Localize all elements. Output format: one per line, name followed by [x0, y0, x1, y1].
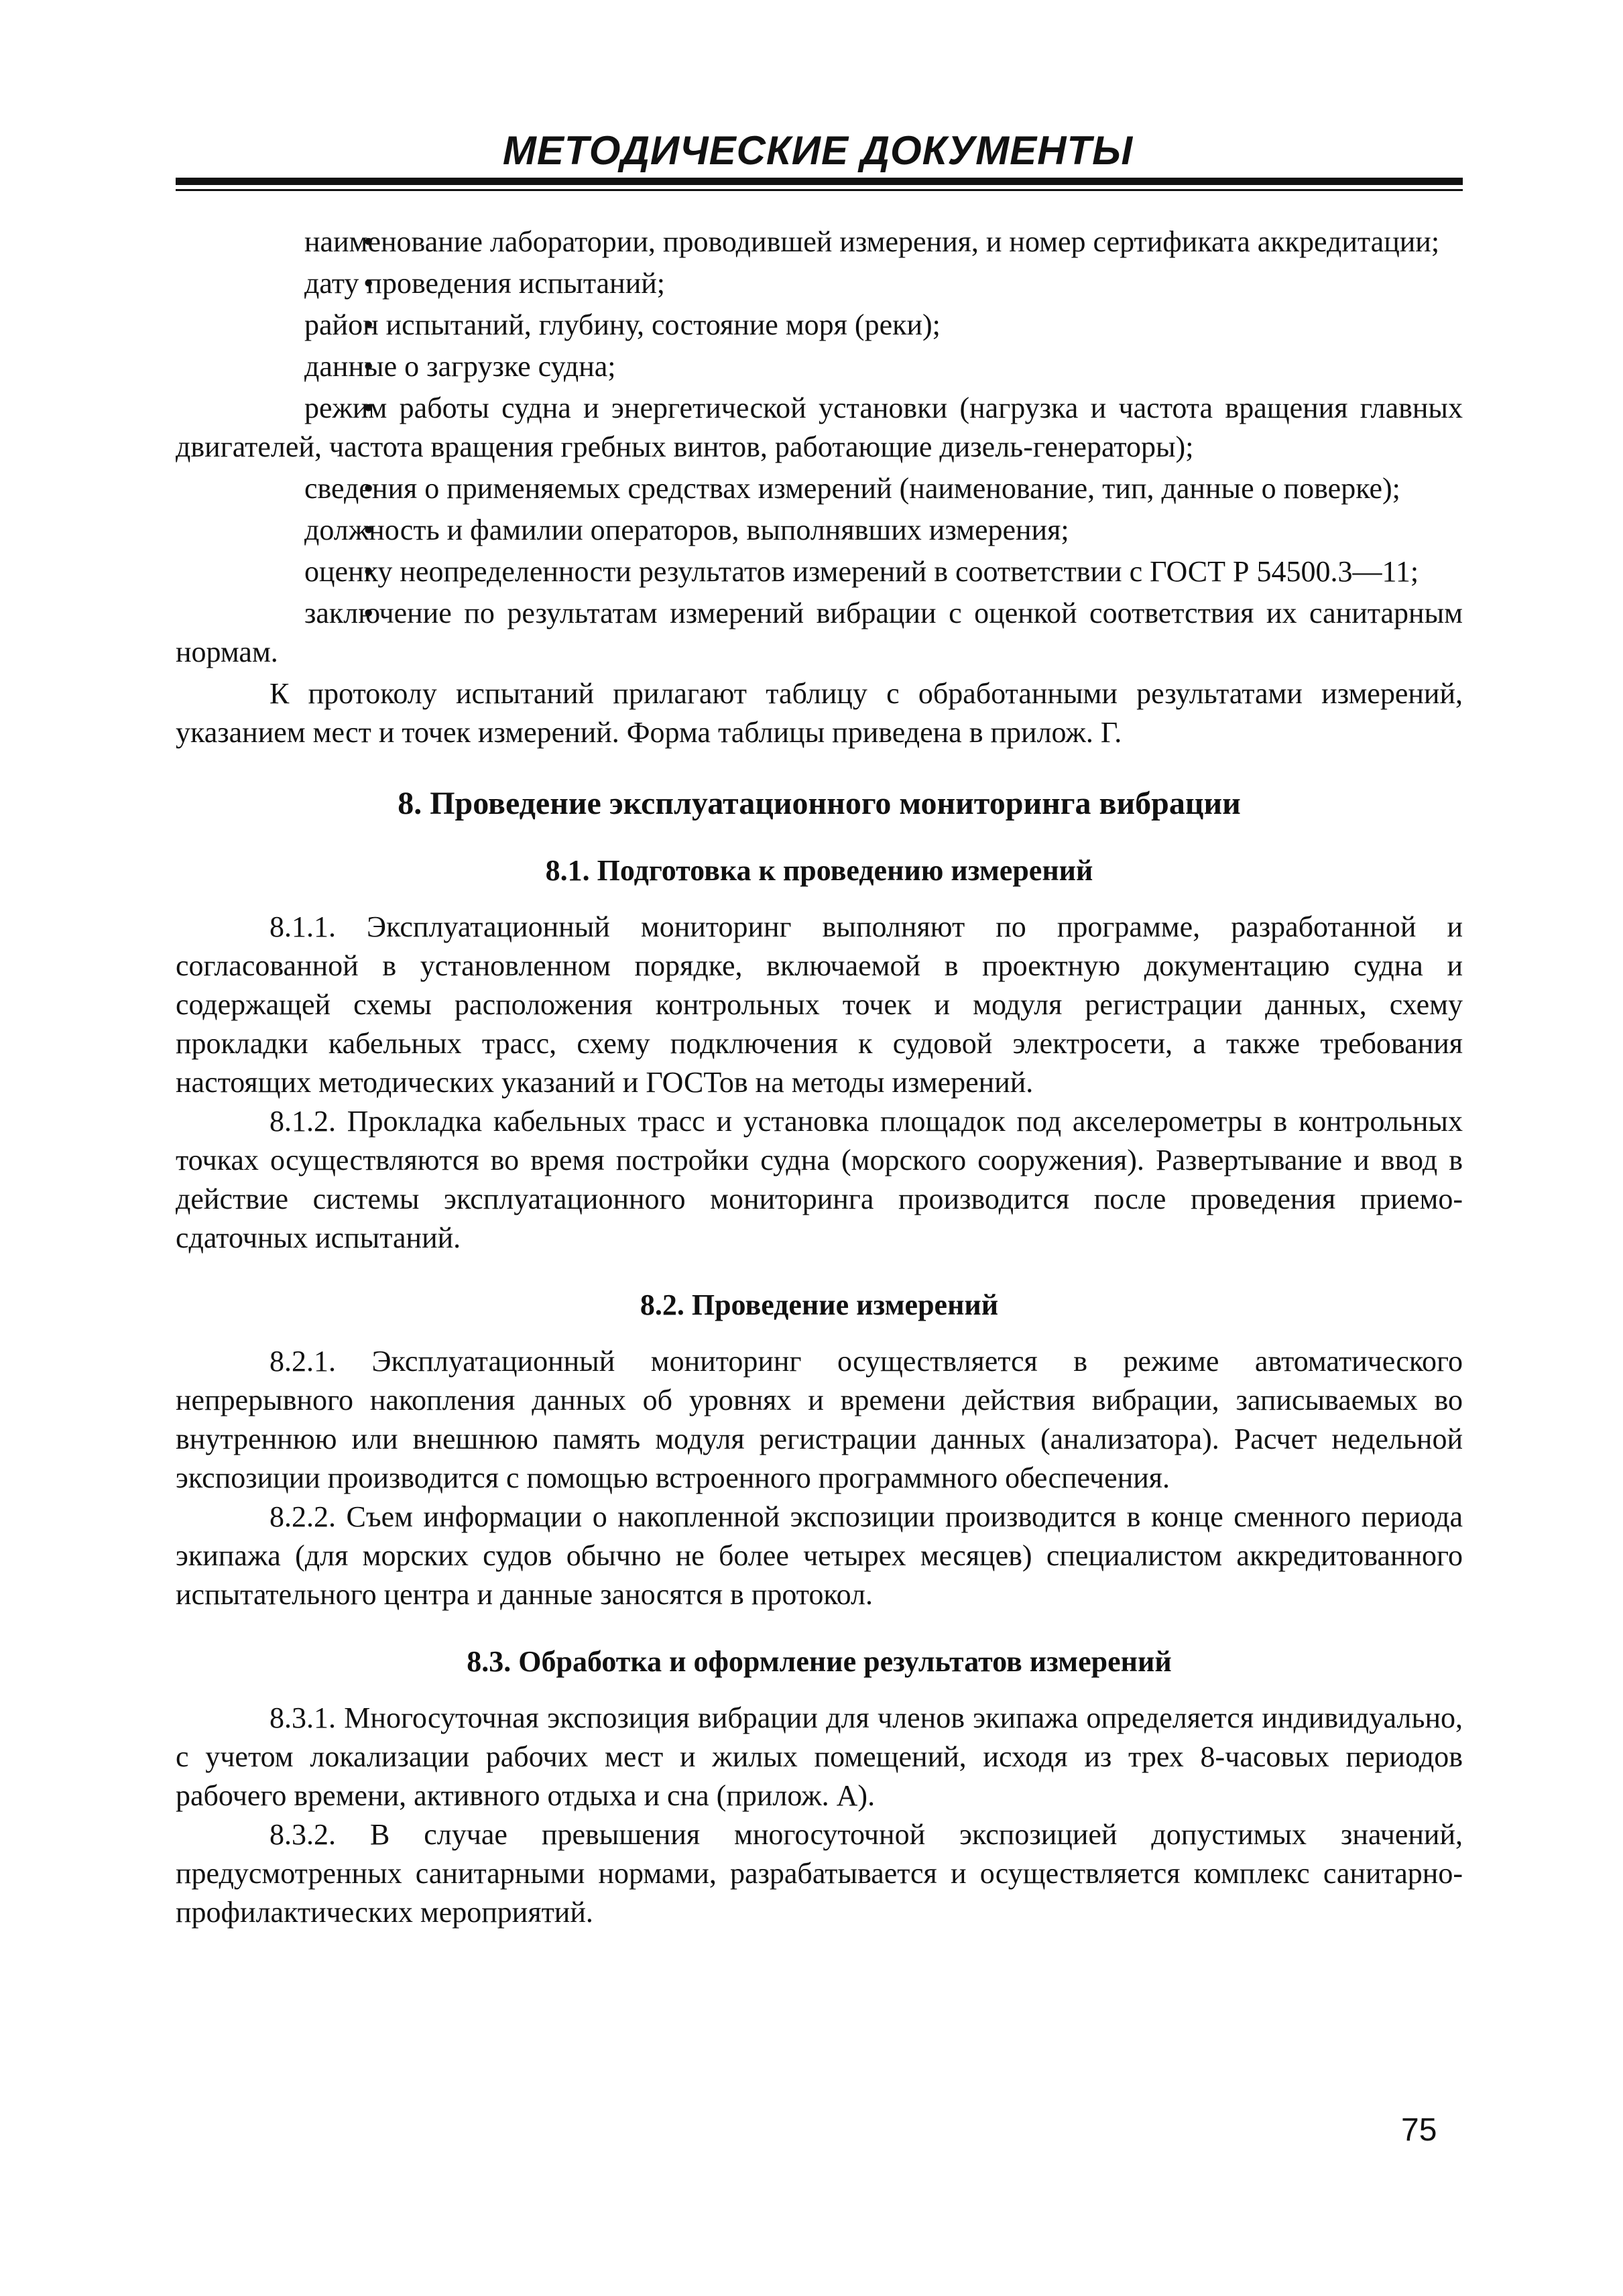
- paragraph-8-1-2: 8.1.2. Прокладка кабельных трасс и установка площадок под акселерометры в контрольных точках осуществляются во время постройки судна (морского сооружения). Развертывание и ввод в действие системы эксплуатационного мониторинга производится после проведения приемо-сдаточных испытаний.: [176, 1105, 1463, 1254]
- paragraph-8-1-1: 8.1.1. Эксплуатационный мониторинг выполняют по программе, разработанной и согласованной в установленном порядке, включаемой в проектную документацию судна и содержащей схемы расположения контрольных точек и модуля регистрации данных, схему прокладки кабельных трасс, схему подключения к судовой электросети, а также требования настоящих методических указаний и ГОСТов на методы измерений.: [176, 910, 1463, 1099]
- paragraph-8-2-1: 8.2.1. Эксплуатационный мониторинг осуществляется в режиме автоматического непрерывного накопления данных об уровнях и времени действия вибрации, записываемых во внутреннюю или внешнюю память модуля регистрации данных (анализатора). Расчет недельной экспозиции производится с помощью встроенного программного обеспечения.: [176, 1345, 1463, 1494]
- bullet-item: •должность и фамилии операторов, выполнявших измерения;: [176, 511, 1463, 550]
- section-8-3-heading: 8.3. Обработка и оформление результатов измерений: [467, 1645, 1172, 1678]
- bullet-item: •район испытаний, глубину, состояние моря (реки);: [176, 306, 1463, 345]
- bullet-icon: [269, 264, 304, 303]
- bullet-item: •заключение по результатам измерений вибрации с оценкой соответствия их санитарным нормам.: [176, 594, 1463, 672]
- bullet-icon: [269, 552, 304, 591]
- bullet-item: •данные о загрузке судна;: [176, 347, 1463, 386]
- bullet-icon: [269, 306, 304, 345]
- paragraph-8-2-2: 8.2.2. Съем информации о накопленной экспозиции производится в конце сменного периода экипажа (для морских судов обычно не более четырех месяцев) специалистом аккредитованного испытательного центра и данные заносятся в протокол.: [176, 1500, 1463, 1611]
- bullet-icon: [269, 347, 304, 386]
- page-body: [176, 223, 1463, 1932]
- bullet-item: •сведения о применяемых средствах измерений (наименование, тип, данные о поверке);: [176, 469, 1463, 508]
- bullet-icon: [269, 223, 304, 261]
- header-rule-thick: [176, 178, 1463, 185]
- page-number: 75: [1401, 2112, 1437, 2148]
- paragraph-8-3-2: 8.3.2. В случае превышения многосуточной экспозицией допустимых значений, предусмотренных санитарными нормами, разрабатывается и осуществляется комплекс санитарно-профилактических мероприятий.: [176, 1818, 1463, 1929]
- header-rule-thin: [176, 189, 1463, 191]
- paragraph-8-3-1: 8.3.1. Многосуточная экспозиция вибрации для членов экипажа определяется индивидуально, с учетом локализации рабочих мест и жилых помещений, исходя из трех 8-часовых периодов рабочего времени, активного отдыха и сна (прилож. А).: [176, 1701, 1463, 1812]
- intro-paragraph: К протоколу испытаний прилагают таблицу с обработанными результатами измерений, указанием мест и точек измерений. Форма таблицы приведена в прилож. Г.: [176, 677, 1463, 749]
- bullet-icon: [269, 594, 304, 633]
- bullet-item: •дату проведения испытаний;: [176, 264, 1463, 303]
- bullet-icon: [269, 389, 304, 428]
- section-8-1-heading: 8.1. Подготовка к проведению измерений: [545, 854, 1093, 887]
- section-8-2-heading: 8.2. Проведение измерений: [640, 1288, 999, 1321]
- bullet-item: •наименование лаборатории, проводившей измерения, и номер сертификата аккредитации;: [176, 223, 1463, 261]
- bullet-icon: [269, 511, 304, 550]
- bullet-item: •оценку неопределенности результатов измерений в соответствии с ГОСТ Р 54500.3—11;: [176, 552, 1463, 591]
- bullet-item: •режим работы судна и энергетической установки (нагрузка и частота вращения главных двигателей, частота вращения гребных винтов, работающие дизель-генераторы);: [176, 389, 1463, 467]
- bullet-icon: [269, 469, 304, 508]
- running-header: МЕТОДИЧЕСКИЕ ДОКУМЕНТЫ: [502, 128, 1134, 173]
- section-8-heading: 8. Проведение эксплуатационного мониторинга вибрации: [398, 786, 1241, 821]
